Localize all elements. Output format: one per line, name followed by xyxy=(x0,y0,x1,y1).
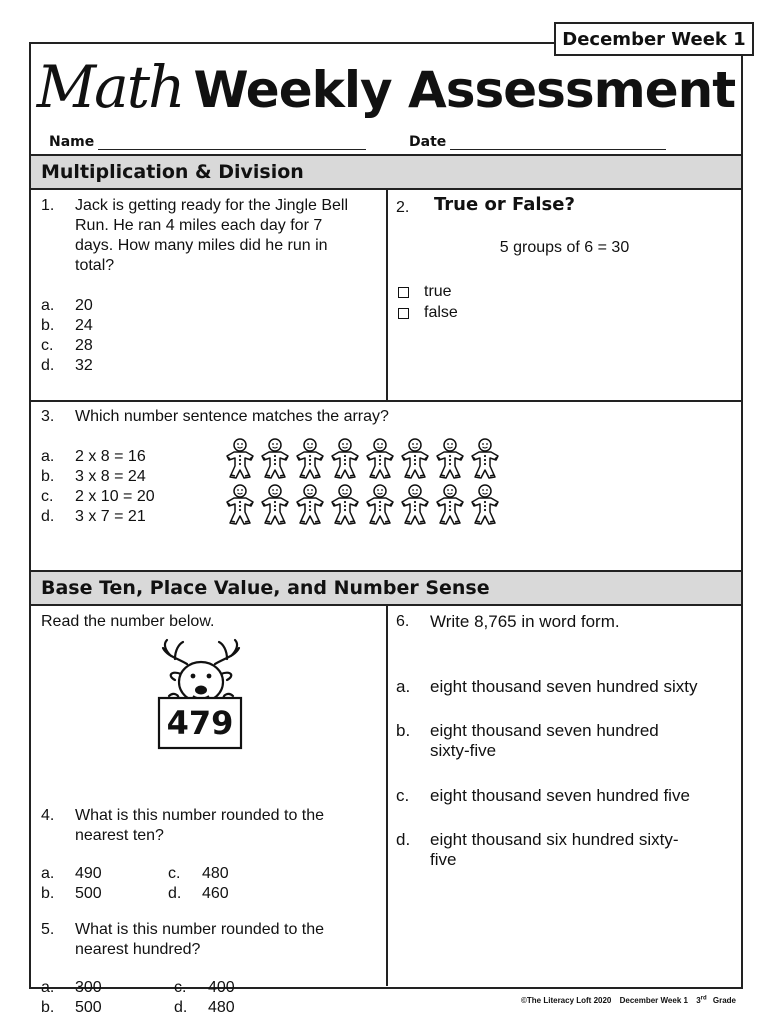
section-header-multiplication: Multiplication & Division xyxy=(31,154,741,190)
question-6 xyxy=(388,606,741,986)
question-3 xyxy=(31,402,741,572)
answer-option[interactable]: b. 500 xyxy=(41,885,102,902)
answer-option[interactable]: b. eight thousand seven hundred xyxy=(396,721,659,740)
date-label: Date xyxy=(409,134,447,150)
gingerbread-man-icon xyxy=(435,484,465,531)
question-number: 6. xyxy=(396,613,410,630)
gingerbread-array xyxy=(225,438,505,530)
gingerbread-man-icon xyxy=(295,484,325,531)
answer-option[interactable]: b. 24 xyxy=(41,317,93,334)
gingerbread-man-icon xyxy=(330,438,360,485)
choice-label: false xyxy=(424,304,458,321)
answer-option[interactable]: a. 300 xyxy=(41,979,102,996)
page-title xyxy=(31,53,741,121)
gingerbread-man-icon xyxy=(295,438,325,485)
date-line[interactable] xyxy=(450,136,666,150)
question-text: Which number sentence matches the array? xyxy=(75,408,389,425)
place-value-column xyxy=(31,606,386,1016)
gingerbread-man-icon xyxy=(435,438,465,485)
question-number: 1. xyxy=(41,197,55,214)
question-text: nearest ten? xyxy=(75,827,164,844)
name-label: Name xyxy=(49,134,95,150)
question-1 xyxy=(31,190,386,400)
name-field[interactable] xyxy=(49,134,366,150)
question-text: Run. He ran 4 miles each day for 7 xyxy=(75,217,323,234)
statement: 5 groups of 6 = 30 xyxy=(499,239,630,256)
footer-copyright: ©The Literacy Loft 2020 xyxy=(521,995,612,1005)
true-false-title: True or False? xyxy=(434,194,575,215)
title-script: Math xyxy=(36,53,184,121)
question-text: Write 8,765 in word form. xyxy=(430,612,620,631)
answer-option[interactable]: a. 2 x 8 = 16 xyxy=(41,448,146,465)
answer-option-text: five xyxy=(430,850,457,869)
gingerbread-man-icon xyxy=(470,438,500,485)
gingerbread-man-icon xyxy=(400,484,430,531)
answer-option[interactable]: a. 490 xyxy=(41,865,102,882)
question-number: 4. xyxy=(41,807,55,824)
gingerbread-man-icon xyxy=(400,438,430,485)
question-text: What is this number rounded to the xyxy=(75,807,325,824)
gingerbread-man-icon xyxy=(260,484,290,531)
gingerbread-man-icon xyxy=(470,484,500,531)
checkbox-true[interactable] xyxy=(398,287,409,298)
answer-option[interactable]: c. eight thousand seven hundred five xyxy=(396,786,690,805)
question-text: nearest hundred? xyxy=(75,941,201,958)
page-header xyxy=(31,44,741,156)
date-field[interactable] xyxy=(409,134,666,150)
answer-option[interactable]: c. 28 xyxy=(41,337,93,354)
answer-option[interactable]: d. eight thousand six hundred sixty- xyxy=(396,830,679,849)
question-number: 2. xyxy=(396,199,410,216)
answer-option-text: sixty-five xyxy=(430,741,497,760)
sign-number: 479 xyxy=(166,704,234,742)
gingerbread-man-icon xyxy=(330,484,360,531)
read-number-prompt: Read the number below. xyxy=(41,613,215,630)
gingerbread-man-icon xyxy=(365,484,395,531)
answer-option[interactable]: d. 32 xyxy=(41,357,93,374)
answer-option[interactable]: a. 20 xyxy=(41,297,93,314)
answer-option[interactable]: b. 3 x 8 = 24 xyxy=(41,468,146,485)
answer-option[interactable]: c. 400 xyxy=(174,979,235,996)
question-text: total? xyxy=(75,257,115,274)
question-text: What is this number rounded to the xyxy=(75,921,325,938)
question-text: days. How many miles did he run in xyxy=(75,237,328,254)
answer-option[interactable]: c. 480 xyxy=(168,865,229,882)
question-2 xyxy=(388,190,741,400)
section-header-base-ten: Base Ten, Place Value, and Number Sense xyxy=(31,570,741,606)
answer-option[interactable]: d. 3 x 7 = 21 xyxy=(41,508,146,525)
answer-option[interactable]: d. 460 xyxy=(168,885,229,902)
week-label: December Week 1 xyxy=(554,22,754,56)
page-footer xyxy=(515,995,736,1005)
gingerbread-man-icon xyxy=(225,438,255,485)
gingerbread-man-icon xyxy=(365,438,395,485)
name-line[interactable] xyxy=(98,136,366,150)
gingerbread-man-icon xyxy=(225,484,255,531)
reindeer-icon xyxy=(153,634,249,752)
answer-option[interactable]: a. eight thousand seven hundred sixty xyxy=(396,677,698,696)
question-number: 5. xyxy=(41,921,55,938)
answer-option[interactable]: c. 2 x 10 = 20 xyxy=(41,488,155,505)
title-bold: Weekly Assessment xyxy=(193,61,736,119)
checkbox-false[interactable] xyxy=(398,308,409,319)
question-text: Jack is getting ready for the Jingle Bell xyxy=(75,197,349,214)
answer-option[interactable]: d. 480 xyxy=(174,999,235,1016)
footer-grade: 3rd Grade xyxy=(696,995,736,1005)
question-number: 3. xyxy=(41,408,55,425)
footer-week: December Week 1 xyxy=(619,995,688,1005)
gingerbread-man-icon xyxy=(260,438,290,485)
choice-label: true xyxy=(424,283,452,300)
answer-option[interactable]: b. 500 xyxy=(41,999,102,1016)
